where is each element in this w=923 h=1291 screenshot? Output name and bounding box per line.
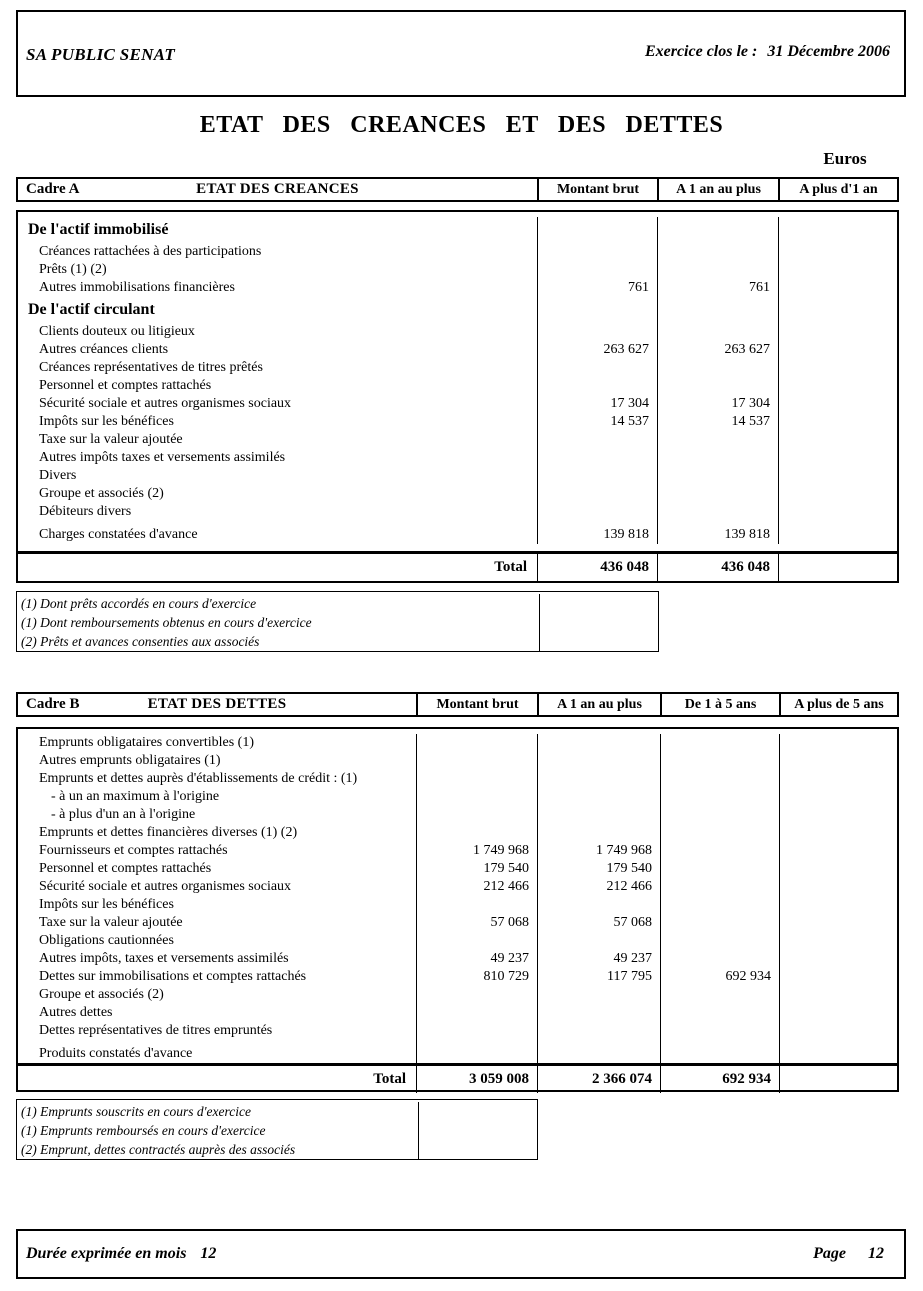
table-row bbox=[18, 243, 897, 261]
footnote-value-cell bbox=[418, 1102, 537, 1159]
row-label: Produits constatés d'avance bbox=[39, 1046, 193, 1061]
cell-value bbox=[779, 932, 897, 950]
table-row bbox=[18, 824, 897, 842]
cell-value bbox=[416, 734, 537, 752]
total-a-plus-1-an bbox=[778, 554, 897, 581]
cell-value bbox=[778, 323, 897, 341]
cadre-b-footnotes bbox=[17, 1102, 418, 1159]
section-heading: De l'actif circulant bbox=[28, 301, 155, 318]
cell-value bbox=[660, 932, 779, 950]
cell-value bbox=[537, 734, 660, 752]
cell-value bbox=[537, 467, 657, 485]
cell-value bbox=[416, 824, 537, 842]
table-row bbox=[18, 323, 897, 341]
row-label: Prêts (1) (2) bbox=[39, 262, 107, 277]
cell-value bbox=[778, 359, 897, 377]
duration-value: 12 bbox=[200, 1245, 217, 1262]
column-header-a-1-an-au-plus: A 1 an au plus bbox=[657, 179, 778, 200]
cell-value bbox=[778, 431, 897, 449]
cell-value bbox=[657, 503, 778, 521]
cell-value bbox=[778, 341, 897, 359]
cadre-b-header-row bbox=[16, 692, 899, 717]
cell-value: 14 537 bbox=[657, 413, 778, 431]
row-label: Sécurité sociale et autres organismes sociaux bbox=[39, 879, 292, 894]
cell-value bbox=[660, 986, 779, 1004]
cell-value bbox=[416, 1004, 537, 1022]
cell-value bbox=[537, 1004, 660, 1022]
cell-value bbox=[416, 806, 537, 824]
total-de-1-a-5-ans: 692 934 bbox=[660, 1066, 779, 1093]
cell-value bbox=[778, 261, 897, 279]
cell-value bbox=[416, 1022, 537, 1040]
cadre-a-title: ETAT DES CREANCES bbox=[196, 181, 359, 197]
table-row bbox=[18, 842, 897, 860]
table-row bbox=[18, 395, 897, 413]
cell-value: 57 068 bbox=[537, 914, 660, 932]
cell-value bbox=[537, 986, 660, 1004]
table-row bbox=[18, 279, 897, 297]
cell-value bbox=[779, 986, 897, 1004]
row-label: Autres dettes bbox=[39, 1005, 113, 1020]
cell-value bbox=[660, 1040, 779, 1063]
cell-value bbox=[657, 359, 778, 377]
row-label: Taxe sur la valeur ajoutée bbox=[39, 432, 183, 447]
duration-text bbox=[26, 1245, 216, 1263]
cell-value bbox=[778, 217, 897, 243]
row-label: Créances rattachées à des participations bbox=[39, 244, 262, 259]
cadre-a-label: Cadre A bbox=[26, 181, 80, 197]
row-label: Emprunts et dettes auprès d'établissements de crédit : (1) bbox=[39, 771, 358, 786]
table-row bbox=[18, 1040, 897, 1063]
row-label: Autres impôts, taxes et versements assimilés bbox=[39, 951, 289, 966]
cell-value: 57 068 bbox=[416, 914, 537, 932]
cadre-b-title: ETAT DES DETTES bbox=[147, 696, 287, 712]
cadre-a-rows bbox=[18, 212, 897, 544]
cadre-b-rows bbox=[18, 729, 897, 1063]
row-label: Autres créances clients bbox=[39, 342, 169, 357]
cell-value bbox=[779, 734, 897, 752]
cadre-a-total-row bbox=[18, 551, 897, 581]
column-header-a-plus-d-1-an: A plus d'1 an bbox=[778, 179, 897, 200]
cell-value bbox=[660, 806, 779, 824]
table-row bbox=[18, 932, 897, 950]
row-label: Obligations cautionnées bbox=[39, 933, 174, 948]
table-row bbox=[18, 860, 897, 878]
cell-value: 692 934 bbox=[660, 968, 779, 986]
footnote-line: (1) Dont prêts accordés en cours d'exercice bbox=[21, 596, 257, 611]
table-row bbox=[18, 449, 897, 467]
table-row bbox=[18, 968, 897, 986]
cell-value: 14 537 bbox=[537, 413, 657, 431]
cell-value bbox=[660, 878, 779, 896]
total-label: Total bbox=[494, 559, 527, 575]
row-label: Autres emprunts obligataires (1) bbox=[39, 753, 221, 768]
cell-value bbox=[779, 824, 897, 842]
cell-value bbox=[778, 413, 897, 431]
cell-value bbox=[779, 770, 897, 788]
row-label: Impôts sur les bénéfices bbox=[39, 414, 174, 429]
cell-value bbox=[779, 860, 897, 878]
table-row bbox=[18, 431, 897, 449]
cell-value bbox=[778, 377, 897, 395]
row-label: Fournisseurs et comptes rattachés bbox=[39, 843, 228, 858]
currency-label: Euros bbox=[823, 149, 867, 168]
row-label: Personnel et comptes rattachés bbox=[39, 861, 212, 876]
table-row bbox=[18, 413, 897, 431]
row-label: Emprunts et dettes financières diverses (1) (2) bbox=[39, 825, 298, 840]
footnote-line: (1) Dont remboursements obtenus en cours d'exercice bbox=[21, 615, 312, 630]
cell-value bbox=[660, 770, 779, 788]
cell-value bbox=[660, 752, 779, 770]
column-header-a-plus-de-5-ans: A plus de 5 ans bbox=[779, 694, 897, 715]
cell-value bbox=[660, 824, 779, 842]
cell-value bbox=[416, 1040, 537, 1063]
cadre-b-total-row bbox=[18, 1063, 897, 1090]
footnote-line: (2) Prêts et avances consenties aux associés bbox=[21, 634, 260, 649]
cell-value bbox=[779, 788, 897, 806]
cell-value bbox=[537, 1022, 660, 1040]
footnote-value-cell bbox=[539, 594, 658, 651]
page-label: Page bbox=[813, 1245, 846, 1262]
column-header-a-1-an-au-plus: A 1 an au plus bbox=[537, 694, 660, 715]
page-indicator bbox=[813, 1245, 884, 1263]
cell-value: 810 729 bbox=[416, 968, 537, 986]
cell-value bbox=[537, 431, 657, 449]
cell-value bbox=[537, 770, 660, 788]
cell-value bbox=[778, 449, 897, 467]
row-label: Autres immobilisations financières bbox=[39, 280, 235, 295]
cell-value bbox=[779, 842, 897, 860]
row-label: Sécurité sociale et autres organismes sociaux bbox=[39, 396, 292, 411]
total-a-1-an: 2 366 074 bbox=[537, 1066, 660, 1093]
cell-value bbox=[779, 752, 897, 770]
table-row bbox=[18, 878, 897, 896]
row-label: Groupe et associés (2) bbox=[39, 486, 164, 501]
cell-value bbox=[416, 770, 537, 788]
report-header-box bbox=[16, 10, 906, 97]
cell-value bbox=[416, 986, 537, 1004]
row-label: Impôts sur les bénéfices bbox=[39, 897, 174, 912]
cell-value: 212 466 bbox=[416, 878, 537, 896]
row-label: Taxe sur la valeur ajoutée bbox=[39, 915, 183, 930]
cell-value bbox=[779, 1004, 897, 1022]
cadre-a-footnotes bbox=[17, 594, 539, 651]
table-row bbox=[18, 734, 897, 752]
table-row bbox=[18, 261, 897, 279]
cell-value: 1 749 968 bbox=[537, 842, 660, 860]
cell-value bbox=[779, 968, 897, 986]
cell-value bbox=[537, 449, 657, 467]
fiscal-year-closing bbox=[645, 43, 890, 61]
cell-value bbox=[537, 359, 657, 377]
row-label: Charges constatées d'avance bbox=[39, 527, 198, 542]
cell-value bbox=[779, 914, 897, 932]
total-montant-brut: 3 059 008 bbox=[416, 1066, 537, 1093]
cadre-a-footnotes-box bbox=[16, 591, 659, 652]
duration-label: Durée exprimée en mois bbox=[26, 1245, 187, 1262]
row-label: Emprunts obligataires convertibles (1) bbox=[39, 735, 254, 750]
cadre-b-table-body bbox=[16, 727, 899, 1092]
cell-value bbox=[660, 860, 779, 878]
cell-value bbox=[537, 485, 657, 503]
cell-value bbox=[779, 1040, 897, 1063]
section-heading-row bbox=[18, 217, 897, 243]
table-row bbox=[18, 986, 897, 1004]
cell-value bbox=[537, 1040, 660, 1063]
page-title: ETAT DES CREANCES ET DES DETTES bbox=[199, 112, 724, 138]
cell-value: 117 795 bbox=[537, 968, 660, 986]
cell-value bbox=[416, 788, 537, 806]
cell-value bbox=[778, 485, 897, 503]
cadre-b-footnotes-box bbox=[16, 1099, 538, 1160]
cell-value bbox=[537, 217, 657, 243]
cell-value bbox=[660, 788, 779, 806]
cadre-a-header-row bbox=[16, 177, 899, 202]
cell-value bbox=[779, 878, 897, 896]
cell-value bbox=[779, 896, 897, 914]
total-label: Total bbox=[373, 1071, 406, 1087]
total-montant-brut: 436 048 bbox=[537, 554, 657, 581]
cell-value bbox=[660, 896, 779, 914]
table-row bbox=[18, 1022, 897, 1040]
table-row bbox=[18, 1004, 897, 1022]
cell-value bbox=[537, 323, 657, 341]
total-a-plus-5-ans bbox=[779, 1066, 897, 1093]
row-label: Groupe et associés (2) bbox=[39, 987, 164, 1002]
cell-value bbox=[778, 521, 897, 544]
row-label: Dettes représentatives de titres empruntés bbox=[39, 1023, 273, 1038]
row-label: Débiteurs divers bbox=[39, 504, 132, 519]
cadre-b-label-cell bbox=[18, 694, 416, 715]
cell-value bbox=[657, 449, 778, 467]
fiscal-year-date: 31 Décembre 2006 bbox=[767, 43, 890, 60]
table-row bbox=[18, 359, 897, 377]
cell-value bbox=[416, 932, 537, 950]
row-label: - à un an maximum à l'origine bbox=[51, 789, 220, 804]
cell-value bbox=[537, 261, 657, 279]
cadre-a-table-body bbox=[16, 210, 899, 583]
row-label: Dettes sur immobilisations et comptes rattachés bbox=[39, 969, 307, 984]
cell-value bbox=[537, 932, 660, 950]
cell-value bbox=[778, 467, 897, 485]
cell-value: 761 bbox=[537, 279, 657, 297]
cell-value: 139 818 bbox=[537, 521, 657, 544]
cell-value: 17 304 bbox=[537, 395, 657, 413]
cell-value: 263 627 bbox=[657, 341, 778, 359]
page-number: 12 bbox=[868, 1245, 884, 1262]
cell-value bbox=[660, 842, 779, 860]
cell-value bbox=[657, 323, 778, 341]
cadre-b-label: Cadre B bbox=[26, 696, 80, 712]
cell-value bbox=[657, 297, 778, 323]
table-row bbox=[18, 896, 897, 914]
total-a-1-an: 436 048 bbox=[657, 554, 778, 581]
cell-value bbox=[416, 752, 537, 770]
cell-value bbox=[778, 243, 897, 261]
table-row bbox=[18, 770, 897, 788]
cell-value: 17 304 bbox=[657, 395, 778, 413]
cell-value: 179 540 bbox=[537, 860, 660, 878]
cell-value: 1 749 968 bbox=[416, 842, 537, 860]
table-row bbox=[18, 521, 897, 544]
cell-value bbox=[778, 297, 897, 323]
table-row bbox=[18, 914, 897, 932]
row-label: - à plus d'un an à l'origine bbox=[51, 807, 196, 822]
cell-value bbox=[660, 914, 779, 932]
table-row bbox=[18, 467, 897, 485]
cell-value bbox=[660, 734, 779, 752]
cell-value bbox=[537, 824, 660, 842]
cell-value bbox=[657, 485, 778, 503]
table-row bbox=[18, 485, 897, 503]
table-row bbox=[18, 806, 897, 824]
column-header-montant-brut: Montant brut bbox=[416, 694, 537, 715]
column-header-de-1-a-5-ans: De 1 à 5 ans bbox=[660, 694, 779, 715]
footnote-line: (1) Emprunts souscrits en cours d'exercice bbox=[21, 1104, 251, 1119]
cell-value: 761 bbox=[657, 279, 778, 297]
row-label: Autres impôts taxes et versements assimilés bbox=[39, 450, 286, 465]
cell-value bbox=[779, 1022, 897, 1040]
cell-value bbox=[657, 377, 778, 395]
table-row bbox=[18, 377, 897, 395]
cell-value bbox=[537, 788, 660, 806]
cell-value bbox=[657, 467, 778, 485]
cell-value: 49 237 bbox=[416, 950, 537, 968]
cell-value: 179 540 bbox=[416, 860, 537, 878]
cell-value bbox=[778, 503, 897, 521]
cell-value: 263 627 bbox=[537, 341, 657, 359]
table-row bbox=[18, 788, 897, 806]
company-name: SA PUBLIC SENAT bbox=[26, 45, 176, 64]
cell-value bbox=[657, 243, 778, 261]
cell-value bbox=[660, 1004, 779, 1022]
cell-value bbox=[657, 261, 778, 279]
cell-value bbox=[537, 896, 660, 914]
cell-value bbox=[660, 950, 779, 968]
section-heading: De l'actif immobilisé bbox=[28, 221, 169, 238]
cell-value bbox=[537, 752, 660, 770]
cell-value bbox=[779, 950, 897, 968]
cell-value bbox=[779, 806, 897, 824]
cell-value bbox=[537, 377, 657, 395]
cell-value: 49 237 bbox=[537, 950, 660, 968]
cell-value bbox=[537, 503, 657, 521]
table-row bbox=[18, 752, 897, 770]
cadre-a-label-cell bbox=[18, 179, 537, 200]
row-label: Clients douteux ou litigieux bbox=[39, 324, 195, 339]
section-heading-row bbox=[18, 297, 897, 323]
cell-value bbox=[537, 297, 657, 323]
cell-value: 139 818 bbox=[657, 521, 778, 544]
cell-value bbox=[660, 1022, 779, 1040]
cell-value bbox=[778, 395, 897, 413]
footnote-line: (1) Emprunts remboursés en cours d'exercice bbox=[21, 1123, 266, 1138]
row-label: Personnel et comptes rattachés bbox=[39, 378, 212, 393]
table-row bbox=[18, 341, 897, 359]
cell-value bbox=[537, 806, 660, 824]
table-row bbox=[18, 503, 897, 521]
cell-value bbox=[657, 431, 778, 449]
fiscal-year-label: Exercice clos le : bbox=[644, 43, 758, 60]
cell-value bbox=[537, 243, 657, 261]
row-label: Divers bbox=[39, 468, 77, 483]
cell-value bbox=[416, 896, 537, 914]
page-footer-box bbox=[16, 1229, 906, 1279]
footnote-line: (2) Emprunt, dettes contractés auprès des associés bbox=[21, 1142, 296, 1157]
column-header-montant-brut: Montant brut bbox=[537, 179, 657, 200]
cell-value bbox=[657, 217, 778, 243]
cell-value: 212 466 bbox=[537, 878, 660, 896]
table-row bbox=[18, 950, 897, 968]
row-label: Créances représentatives de titres prêtés bbox=[39, 360, 263, 375]
cell-value bbox=[778, 279, 897, 297]
